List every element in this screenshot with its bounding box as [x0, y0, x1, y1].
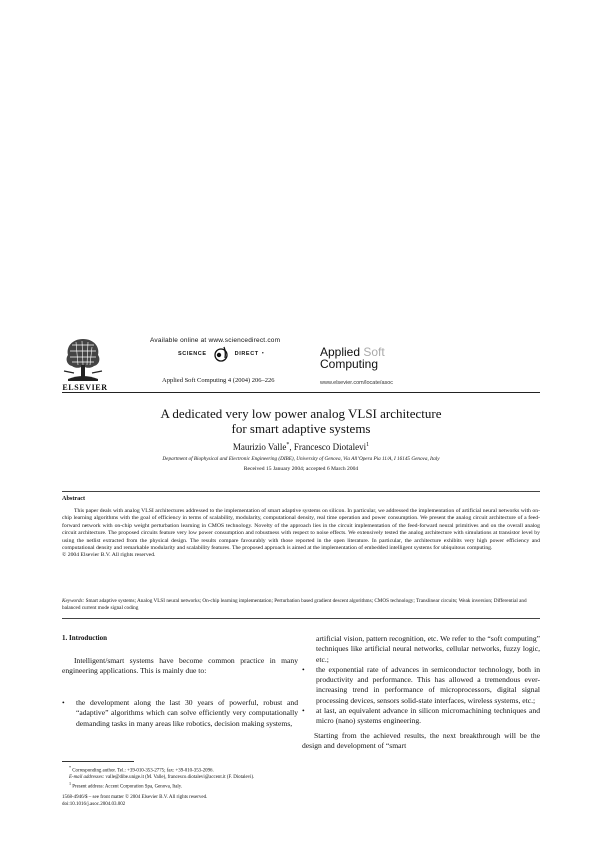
issn-line: 1568-4946/$ – see front matter © 2004 Elsevier B.V. All rights reserved.: [62, 795, 208, 800]
doi-line[interactable]: doi:10.1016/j.asoc.2004.03.002: [62, 801, 126, 807]
bullet-item: [302, 665, 540, 706]
sciencedirect-logo: SCIENCE DIRECT •: [178, 346, 264, 362]
author-2-mark: 1: [366, 442, 370, 448]
footnote-rule: [62, 761, 134, 762]
header-rule: [62, 392, 540, 393]
abstract-body: [62, 508, 540, 560]
footnote-2-mark: 1: [69, 781, 72, 787]
keywords: [62, 598, 540, 612]
received-dates: Received 15 January 2004; accepted 6 March 2004: [243, 466, 359, 472]
bullet-continuation: artificial vision, pattern recognition, etc. We refer to the “soft computing” techniques like artificial neural networks, cellular networks, fuzzy logic, etc.;: [316, 634, 540, 664]
title-line-1: A dedicated very low power analog VLSI architecture: [160, 406, 442, 421]
bullet-item: [302, 706, 540, 727]
bullet-marker: •: [302, 664, 305, 674]
bullet-marker: •: [302, 706, 305, 716]
issn-block: [62, 795, 298, 808]
brand-applied: Applied: [320, 345, 364, 359]
author-separator: ,: [289, 442, 294, 452]
sciencedirect-right: DIRECT: [234, 351, 259, 357]
abstract-heading: Abstract: [62, 495, 86, 502]
footnote-1-text: Corresponding author. Tel.: +39-010-353-2775; fax: +39-010-353-2096.: [71, 768, 214, 774]
bullet-text: at last, an equivalent advance in silicon micromachining techniques and micro (nano) systems engineering.: [316, 706, 540, 726]
keywords-list: Smart adaptive systems; Analog VLSI neural networks; On-chip learning implementation; Perturbation based gradient descent algorithms; CMOS technology; Translinear circuits; Weak inversion; Differential and balanced current mode signal coding: [62, 598, 527, 611]
abstract-text: This paper deals with analog VLSI architectures addressed to the implementation of smart adaptive systems on silicon. In particular, we addressed the implementation of artificial neural networks with on-chip learning algorithms with the goal of efficiency in terms of scalability, modularity, computational density, real time operation and power consumption. We present the analog circuit architecture of a feed-forward network with on-chip weight perturbation learning in CMOS technology. Novelty of the approach lies in the circuit implementation of the feed-forward neural primitives and on the overall analog circuit architecture. The proposed circuits feature very low power consumption and robustness with respect to noise effects. We extensively tested the analog architecture with simulations at transistor level by using the netlist extracted from the physical design. The results compare favourably with those reported in the open literature. In particular, the architecture exhibits very high power efficiency and computational density and remarkable modularity and scalability features. The proposed approach is aimed at the implementation of embedded intelligent systems for ubiquitous computing.: [62, 508, 540, 552]
sciencedirect-left: SCIENCE: [178, 351, 207, 357]
brand-soft: Soft: [363, 345, 385, 359]
title-line-2: for smart adaptive systems: [231, 421, 371, 436]
bullet-text: the exponential rate of advances in semiconductor technology, both in productivity and performance. This has allowed a tremendous ever-increasing trend in performance of microprocessors, digital signal processing devices, sensors solid-state interfaces, wireless systems, etc.;: [316, 664, 540, 705]
journal-brand-logo: [320, 346, 385, 370]
author-2: Francesco Diotalevi: [293, 442, 367, 452]
publisher-name: ELSEVIER: [62, 383, 108, 392]
right-column: [302, 634, 540, 751]
affiliation: Department of Biophysical and Electronic Engineering (DIBE), University of Genova, Via All’Opera Pia 11/A, I 16145 Genova, Italy: [162, 456, 440, 462]
available-online-text: Available online at www.sciencedirect.com: [150, 337, 281, 344]
journal-url[interactable]: www.elsevier.com/locate/asoc: [320, 380, 394, 386]
bullet-marker: •: [62, 698, 65, 707]
brand-computing: Computing: [320, 357, 379, 371]
email-addresses[interactable]: valle@dibe.unige.it (M. Valle), francesco.diotalevi@accent.it (F. Diotalevi).: [104, 775, 255, 781]
journal-reference: Applied Soft Computing 4 (2004) 206–226: [162, 377, 275, 384]
author-1-mark: *: [286, 442, 290, 448]
paper-title: [62, 406, 540, 436]
email-label: E-mail addresses:: [69, 775, 105, 781]
intro-paragraph: [62, 656, 298, 677]
intro-text: Intelligent/smart systems have become common practice in many engineering applications. This is mainly due to:: [62, 656, 298, 676]
intro-paragraph-2: Starting from the achieved results, the next breakthrough will be the design and development of “smart: [302, 730, 540, 750]
section-heading: 1. Introduction: [62, 634, 107, 642]
author-1: Maurizio Valle: [232, 442, 287, 452]
bullet-item: [62, 698, 298, 729]
keywords-label: Keywords:: [62, 598, 85, 604]
elsevier-tree-logo: [62, 335, 104, 383]
bullet-text: the development along the last 30 years of powerful, robust and “adaptive” algorithms which can solve efficiently very computationally demanding tasks in many areas like robotics, decision making systems,: [76, 698, 298, 728]
abstract-rule-top: [62, 491, 540, 492]
abstract-copyright: © 2004 Elsevier B.V. All rights reserved.: [62, 552, 156, 559]
abstract-rule-bottom: [62, 618, 540, 619]
sciencedirect-d-icon: [210, 346, 232, 362]
footnotes: [62, 765, 298, 791]
author-list: [62, 442, 540, 452]
footnote-1-mark: *: [69, 765, 72, 770]
footnote-2-text: Present address: Accent Corporation Spa, Genova, Italy.: [71, 785, 183, 791]
